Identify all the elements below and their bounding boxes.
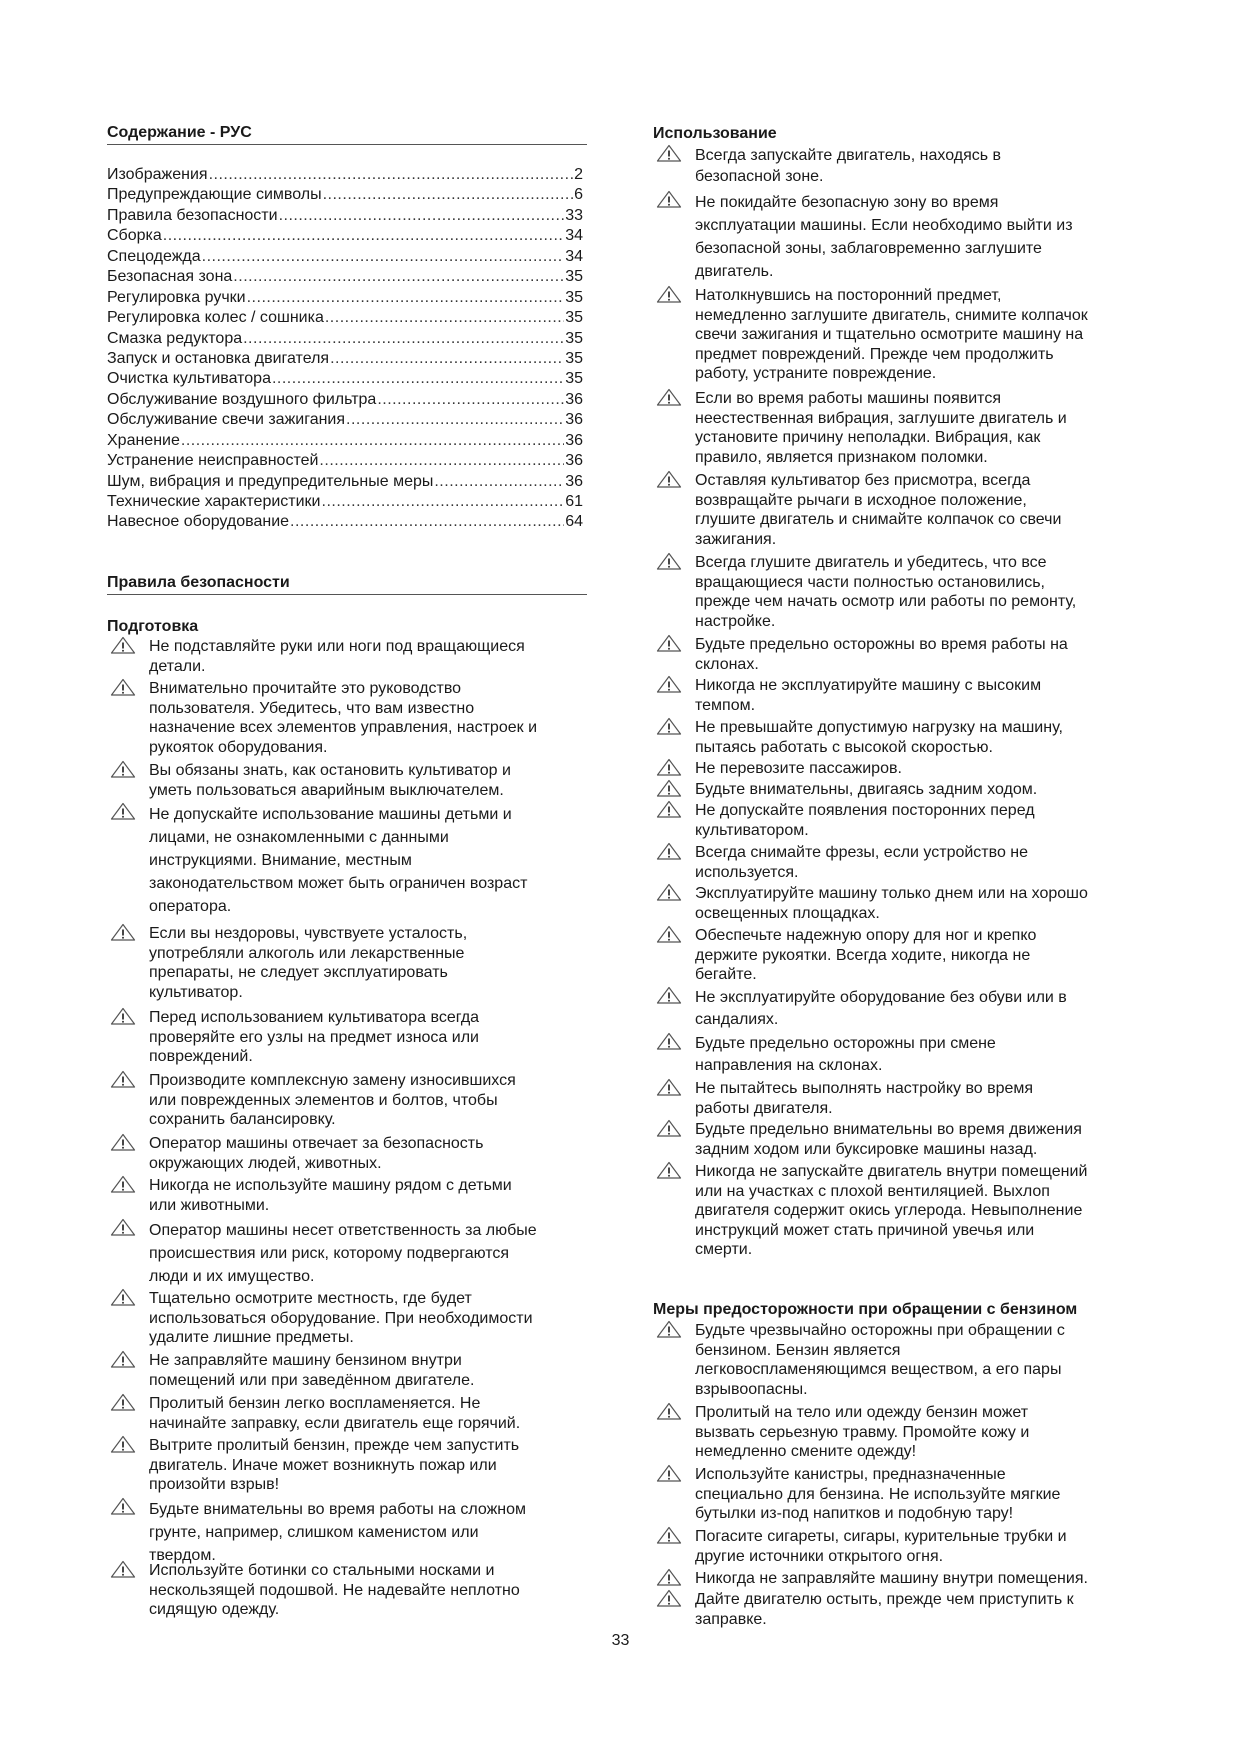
toc-entry-label: Правила безопасности	[107, 206, 278, 224]
warning-line: Не перевозите пассажиров.	[695, 760, 902, 777]
warning-text	[149, 924, 467, 1002]
warning-line: пользователя. Убедитесь, что вам известно	[149, 699, 475, 717]
warning-line: культиватор.	[149, 983, 243, 1001]
toc-entry[interactable]	[107, 369, 583, 389]
warning-text	[695, 286, 1088, 384]
warning-line: назначение всех элементов управления, настроек и	[149, 719, 538, 736]
page-number: 33	[611, 1632, 630, 1649]
warning-triangle-icon	[655, 925, 683, 943]
toc-entry[interactable]	[107, 185, 583, 205]
warning-text	[695, 780, 1037, 800]
warning-line: Не превышайте допустимую нагрузку на машину,	[695, 719, 1063, 736]
warning-text	[695, 884, 1088, 923]
warning-triangle-icon	[655, 986, 683, 1004]
toc-leader-dots	[181, 431, 564, 451]
warning-line: Не подставляйте руки или ноги под вращающиеся	[149, 638, 525, 655]
warning-line: инструкциями. Внимание, местным	[149, 852, 412, 869]
warning-line: Погасите сигареты, сигары, курительные трубки и	[695, 1528, 1067, 1545]
toc-entry[interactable]	[107, 512, 583, 532]
warning-line: сандалиях.	[695, 1011, 779, 1028]
warning-text	[695, 1590, 1074, 1629]
warning-triangle-icon	[655, 675, 683, 693]
warning-line: Всегда глушите двигатель и убедитесь, что все	[695, 554, 1047, 571]
toc-leader-dots	[233, 267, 564, 287]
warning-line: пытаясь работать с высокой скоростью.	[695, 738, 993, 756]
warning-triangle-icon	[655, 842, 683, 860]
toc-entry-page: 35	[565, 349, 583, 367]
warning-line: бензином. Бензин является	[695, 1341, 901, 1359]
warning-line: использоваться оборудование. При необходимости	[149, 1309, 533, 1327]
warning-line: Оставляя культиватор без присмотра, всегда	[695, 472, 1031, 489]
warning-triangle-icon	[109, 1435, 137, 1453]
warning-text	[149, 1071, 516, 1130]
warning-line: двигатель.	[695, 263, 774, 280]
toc-entry[interactable]	[107, 226, 583, 246]
toc-entry-label: Обслуживание свечи зажигания	[107, 411, 346, 429]
warning-line: двигатель. Иначе может возникнуть пожар или	[149, 1456, 497, 1474]
warning-line: Оператор машины отвечает за безопасность	[149, 1135, 484, 1152]
warning-line: взрывоопасны.	[695, 1380, 808, 1398]
warning-line: Эксплуатируйте машину только днем или на хорошо	[695, 885, 1088, 902]
toc-entry-page: 6	[574, 186, 583, 204]
warning-line: повреждений.	[149, 1048, 253, 1065]
warning-line: двигателя содержит окись углерода. Невыполнение	[695, 1202, 1083, 1219]
toc-entry-page: 35	[565, 329, 583, 347]
toc-title-rule	[107, 144, 587, 145]
toc-leader-dots	[377, 390, 564, 410]
warning-triangle-icon	[109, 1350, 137, 1368]
warning-line: освещенных площадках.	[695, 904, 880, 922]
warning-triangle-icon	[655, 1320, 683, 1338]
warning-text	[149, 761, 511, 800]
warning-triangle-icon	[655, 1078, 683, 1096]
warning-text	[695, 145, 1001, 187]
warning-line: неестественная вибрация, заглушите двигатель и	[695, 409, 1067, 427]
warning-line: люди и их имущество.	[149, 1268, 315, 1285]
warning-text	[149, 1561, 520, 1620]
warning-triangle-icon	[655, 1568, 683, 1586]
toc-leader-dots	[272, 369, 564, 389]
warning-triangle-icon	[655, 1032, 683, 1050]
toc-entry-page: 36	[565, 411, 583, 429]
warning-line: рукояток оборудования.	[149, 738, 328, 756]
warning-line: твердом.	[149, 1547, 216, 1564]
warning-line: специально для бензина. Не используйте мягкие	[695, 1485, 1061, 1503]
warning-text	[695, 191, 1073, 283]
warning-line: Не допускайте появления посторонних перед	[695, 802, 1035, 819]
warning-line: направления на склонах.	[695, 1057, 883, 1074]
toc-entry[interactable]	[107, 308, 583, 328]
toc-entry-label: Обслуживание воздушного фильтра	[107, 390, 377, 408]
toc-entry[interactable]	[107, 267, 583, 287]
toc-entry[interactable]	[107, 492, 583, 512]
warning-line: Будьте внимательны, двигаясь задним ходом.	[695, 781, 1038, 798]
warning-triangle-icon	[109, 636, 137, 654]
warning-line: или на участках с плохой вентиляцией. Выхлоп	[695, 1182, 1050, 1200]
toc-leader-dots	[323, 185, 574, 205]
warning-triangle-icon	[655, 779, 683, 797]
warning-triangle-icon	[109, 1133, 137, 1151]
warning-triangle-icon	[109, 760, 137, 778]
warning-line: Никогда не используйте машину рядом с детьми	[149, 1177, 512, 1194]
warning-line: начинайте заправку, если двигатель еще горячий.	[149, 1414, 521, 1432]
warning-line: произойти взрыв!	[149, 1476, 280, 1493]
warning-line: или животными.	[149, 1196, 270, 1214]
toc-entry-label: Спецодежда	[107, 247, 201, 265]
warning-text	[695, 801, 1035, 840]
toc-entry-label: Технические характеристики	[107, 493, 321, 510]
warning-triangle-icon	[655, 144, 683, 162]
warning-text	[695, 718, 1063, 757]
warning-text	[695, 926, 1036, 985]
toc-leader-dots	[434, 472, 564, 492]
toc-leader-dots	[163, 226, 564, 246]
warning-line: грунте, например, слишком каменистом или	[149, 1524, 479, 1541]
warning-line: Будьте предельно внимательны во время движения	[695, 1121, 1082, 1138]
warning-triangle-icon	[655, 285, 683, 303]
warning-line: другие источники открытого огня.	[695, 1547, 944, 1565]
warning-line: Используйте канистры, предназначенные	[695, 1466, 1006, 1483]
warning-triangle-icon	[655, 800, 683, 818]
toc-entry-page: 34	[565, 227, 583, 245]
warning-line: смерти.	[695, 1241, 753, 1258]
warning-triangle-icon	[655, 388, 683, 406]
toc-entry[interactable]	[107, 165, 583, 185]
warning-text	[695, 1569, 1088, 1589]
warning-triangle-icon	[655, 1526, 683, 1544]
toc-entry-label: Безопасная зона	[107, 268, 233, 286]
warning-line: сидящую одежду.	[149, 1601, 280, 1618]
warning-line: Внимательно прочитайте это руководство	[149, 680, 462, 697]
toc-entry[interactable]	[107, 431, 583, 451]
warning-triangle-icon	[655, 1119, 683, 1137]
warning-line: окружающих людей, животных.	[149, 1154, 382, 1172]
warning-triangle-icon	[109, 1497, 137, 1515]
warning-line: работу, устраните повреждение.	[695, 365, 937, 382]
warning-line: склонах.	[695, 655, 759, 673]
warning-line: удалите лишние предметы.	[149, 1329, 354, 1346]
warning-line: Тщательно осмотрите местность, где будет	[149, 1290, 472, 1307]
toc-leader-dots	[322, 492, 565, 512]
toc-entry-page: 61	[565, 493, 583, 510]
warning-text	[695, 1079, 1033, 1118]
warning-triangle-icon	[109, 1288, 137, 1306]
toc-entry[interactable]	[107, 472, 583, 492]
warning-line: темпом.	[695, 696, 756, 714]
toc-entry-page: 35	[565, 288, 583, 306]
toc-entry-label: Сборка	[107, 227, 162, 245]
toc-entry[interactable]	[107, 349, 583, 369]
warning-line: Обеспечьте надежную опору для ног и крепко	[695, 927, 1037, 944]
toc-list	[107, 165, 583, 533]
warning-text	[695, 1162, 1087, 1260]
warning-line: Дайте двигателю остыть, прежде чем приступить к	[695, 1591, 1074, 1608]
warning-line: предмет повреждений. Прежде чем продолжить	[695, 345, 1054, 363]
toc-leader-dots	[279, 206, 565, 226]
warning-text	[149, 679, 537, 757]
toc-entry-label: Шум, вибрация и предупредительные меры	[107, 472, 434, 490]
warning-line: Натолкнувшись на посторонний предмет,	[695, 287, 1002, 304]
warning-triangle-icon	[655, 1589, 683, 1607]
toc-leader-dots	[346, 410, 564, 430]
warning-line: Вы обязаны знать, как остановить культиватор и	[149, 762, 511, 779]
warning-triangle-icon	[109, 1175, 137, 1193]
warning-text	[695, 471, 1061, 549]
warning-line: нескользящей подошвой. Не надевайте неплотно	[149, 1581, 520, 1599]
warning-triangle-icon	[655, 1402, 683, 1420]
warning-text	[695, 843, 1028, 882]
use-title: Использование	[653, 125, 777, 142]
warning-text	[695, 676, 1041, 715]
toc-entry[interactable]	[107, 410, 583, 430]
warning-triangle-icon	[655, 552, 683, 570]
warning-line: легковоспламеняющимся веществом, а его пары	[695, 1361, 1062, 1378]
warning-line: Никогда не запускайте двигатель внутри помещений	[695, 1163, 1088, 1180]
toc-leader-dots	[290, 512, 564, 532]
warning-triangle-icon	[109, 1393, 137, 1411]
warning-text	[149, 1008, 479, 1067]
safety-title-rule	[107, 594, 587, 595]
warning-line: Будьте предельно осторожны при смене	[695, 1035, 996, 1052]
toc-entry-label: Смазка редуктора	[107, 329, 243, 347]
warning-triangle-icon	[109, 1218, 137, 1236]
warning-line: законодательством может быть ограничен возраст	[149, 875, 528, 892]
warning-line: возвращайте рычаги в исходное положение,	[695, 491, 1027, 509]
warning-line: зажигания.	[695, 530, 777, 548]
warning-text	[149, 1351, 474, 1390]
warning-text	[149, 1498, 526, 1567]
warning-line: сохранить балансировку.	[149, 1111, 336, 1128]
toc-leader-dots	[243, 329, 564, 349]
warning-line: эксплуатации машины. Если необходимо выйти из	[695, 217, 1073, 234]
warning-line: или поврежденных элементов и болтов, чтобы	[149, 1091, 498, 1109]
warning-line: Если вы нездоровы, чувствуете усталость,	[149, 925, 468, 942]
warning-line: препараты, не следует эксплуатировать	[149, 964, 448, 981]
warning-line: лицами, не ознакомленными с данными	[149, 829, 449, 846]
toc-entry-page: 36	[565, 390, 583, 408]
toc-entry-label: Хранение	[107, 431, 180, 449]
toc-entry-label: Устранение неисправностей	[107, 452, 319, 470]
toc-leader-dots	[319, 451, 564, 471]
warning-text	[149, 1436, 519, 1495]
toc-leader-dots	[330, 349, 564, 369]
warning-line: Не заправляйте машину бензином внутри	[149, 1352, 462, 1369]
toc-entry-label: Очистка культиватора	[107, 370, 271, 388]
warning-line: культиватором.	[695, 821, 809, 839]
warning-line: Производите комплексную замену износившихся	[149, 1072, 516, 1089]
toc-entry-label: Запуск и остановка двигателя	[107, 349, 330, 367]
toc-entry-label: Изображения	[107, 166, 208, 183]
warning-triangle-icon	[109, 678, 137, 696]
warning-line: прежде чем начать осмотр или работы по ремонту,	[695, 593, 1077, 610]
toc-entry-page: 36	[565, 431, 583, 449]
warning-line: Всегда снимайте фрезы, если устройство не	[695, 844, 1029, 861]
warning-triangle-icon	[655, 717, 683, 735]
warning-text	[695, 1033, 996, 1077]
warning-line: Не эксплуатируйте оборудование без обуви или в	[695, 989, 1067, 1006]
warning-line: заправке.	[695, 1610, 767, 1628]
warning-line: уметь пользоваться аварийным выключателем.	[149, 781, 504, 799]
warning-text	[695, 1403, 1029, 1462]
warning-line: Пролитый бензин легко воспламеняется. Не	[149, 1395, 481, 1412]
warning-line: работы двигателя.	[695, 1099, 833, 1117]
warning-line: безопасной зоне.	[695, 168, 824, 185]
warning-text	[149, 803, 527, 918]
fuel-title: Меры предосторожности при обращении с бензином	[653, 1301, 1078, 1318]
warning-text	[149, 1219, 537, 1288]
warning-line: глушите двигатель и снимайте колпачок со свечи	[695, 511, 1062, 528]
toc-entry-page: 36	[565, 452, 583, 470]
toc-entry-page: 34	[565, 247, 583, 265]
warning-line: вращающиеся части полностью остановились,	[695, 573, 1045, 591]
safety-title: Правила безопасности	[107, 574, 290, 591]
toc-entry-label: Навесное оборудование	[107, 513, 290, 531]
warning-line: Никогда не заправляйте машину внутри помещения.	[695, 1570, 1088, 1587]
prep-title: Подготовка	[107, 618, 199, 635]
toc-entry[interactable]	[107, 451, 583, 471]
warning-text	[149, 1176, 512, 1215]
toc-title: Содержание - РУС	[107, 124, 252, 141]
warning-line: бегайте.	[695, 966, 757, 983]
toc-leader-dots	[202, 247, 565, 267]
warning-triangle-icon	[655, 190, 683, 208]
warning-line: бутылки из-под напитков и подобную тару!	[695, 1505, 1014, 1522]
warning-line: Вытрите пролитый бензин, прежде чем запустить	[149, 1437, 520, 1454]
warning-line: Будьте предельно осторожны во время работы на	[695, 636, 1068, 653]
toc-leader-dots	[247, 288, 565, 308]
warning-triangle-icon	[109, 802, 137, 820]
warning-line: используется.	[695, 863, 799, 881]
warning-line: держите рукоятки. Всегда ходите, никогда не	[695, 946, 1031, 964]
warning-triangle-icon	[655, 758, 683, 776]
warning-line: Никогда не эксплуатируйте машину с высоким	[695, 677, 1042, 694]
toc-leader-dots	[325, 308, 564, 328]
toc-entry-page: 35	[565, 370, 583, 388]
toc-entry-page: 35	[565, 309, 583, 327]
toc-entry-label: Предупреждающие символы	[107, 186, 322, 204]
warning-triangle-icon	[655, 883, 683, 901]
toc-entry-page: 35	[565, 268, 583, 286]
warning-line: Будьте чрезвычайно осторожны при обращении с	[695, 1322, 1065, 1339]
warning-line: Не допускайте использование машины детьми и	[149, 806, 512, 823]
warning-text	[695, 987, 1067, 1031]
warning-line: проверяйте его узлы на предмет износа или	[149, 1028, 479, 1046]
warning-line: установите причину неполадки. Вибрация, как	[695, 429, 1041, 446]
warning-text	[695, 635, 1068, 674]
warning-line: Пролитый на тело или одежду бензин может	[695, 1404, 1029, 1421]
warning-line: немедленно смените одежду!	[695, 1443, 917, 1460]
warning-line: безопасной зоны, заблаговременно заглушите	[695, 240, 1042, 257]
warning-text	[695, 1527, 1067, 1566]
warning-line: детали.	[149, 657, 206, 675]
warning-triangle-icon	[109, 923, 137, 941]
warning-text	[695, 389, 1067, 467]
toc-leader-dots	[209, 165, 574, 185]
toc-entry-page: 2	[574, 166, 583, 183]
warning-line: задним ходом или буксировке машины назад.	[695, 1140, 1038, 1158]
warning-triangle-icon	[655, 634, 683, 652]
warning-line: Не пытайтесь выполнять настройку во время	[695, 1080, 1034, 1097]
warning-triangle-icon	[109, 1007, 137, 1025]
warning-text	[695, 759, 902, 779]
warning-line: Всегда запускайте двигатель, находясь в	[695, 147, 1002, 164]
warning-line: Будьте внимательны во время работы на сложном	[149, 1501, 527, 1518]
toc-entry-page: 36	[565, 472, 583, 490]
toc-entry-page: 64	[565, 513, 583, 531]
warning-line: Если во время работы машины появится	[695, 390, 1001, 407]
warning-text	[149, 1134, 483, 1173]
warning-line: помещений или при заведённом двигателе.	[149, 1371, 475, 1389]
warning-line: настройке.	[695, 612, 776, 630]
warning-line: вызвать серьезную травму. Промойте кожу и	[695, 1423, 1030, 1441]
toc-entry-label: Регулировка ручки	[107, 288, 246, 306]
warning-line: инструкций может стать причиной увечья или	[695, 1221, 1035, 1239]
warning-line: свечи зажигания и тщательно осмотрите машину на	[695, 326, 1084, 343]
warning-text	[695, 1465, 1060, 1524]
warning-line: немедленно заглушите двигатель, снимите колпачок	[695, 306, 1088, 324]
warning-text	[695, 1120, 1082, 1159]
toc-entry-label: Регулировка колес / сошника	[107, 309, 324, 327]
toc-entry[interactable]	[107, 390, 583, 410]
warning-line: Используйте ботинки со стальными носками и	[149, 1562, 495, 1579]
toc-entry[interactable]	[107, 329, 583, 349]
warning-text	[695, 553, 1076, 631]
toc-entry[interactable]	[107, 247, 583, 267]
warning-line: Перед использованием культиватора всегда	[149, 1009, 480, 1026]
warning-triangle-icon	[655, 1464, 683, 1482]
warning-triangle-icon	[109, 1560, 137, 1578]
warning-line: Оператор машины несет ответственность за любые	[149, 1222, 537, 1239]
toc-entry[interactable]	[107, 288, 583, 308]
warning-text	[149, 637, 525, 676]
toc-entry[interactable]	[107, 206, 583, 226]
warning-triangle-icon	[655, 470, 683, 488]
warning-line: Не покидайте безопасную зону во время	[695, 194, 999, 211]
warning-line: происшествия или риск, которому подвергаются	[149, 1245, 510, 1262]
warning-triangle-icon	[655, 1161, 683, 1179]
warning-triangle-icon	[109, 1070, 137, 1088]
warning-text	[149, 1289, 533, 1348]
warning-line: употребляли алкоголь или лекарственные	[149, 944, 465, 962]
warning-line: правило, является признаком поломки.	[695, 448, 988, 466]
warning-text	[149, 1394, 520, 1433]
toc-entry-page: 33	[565, 206, 583, 224]
warning-text	[695, 1321, 1065, 1399]
warning-line: оператора.	[149, 898, 232, 915]
